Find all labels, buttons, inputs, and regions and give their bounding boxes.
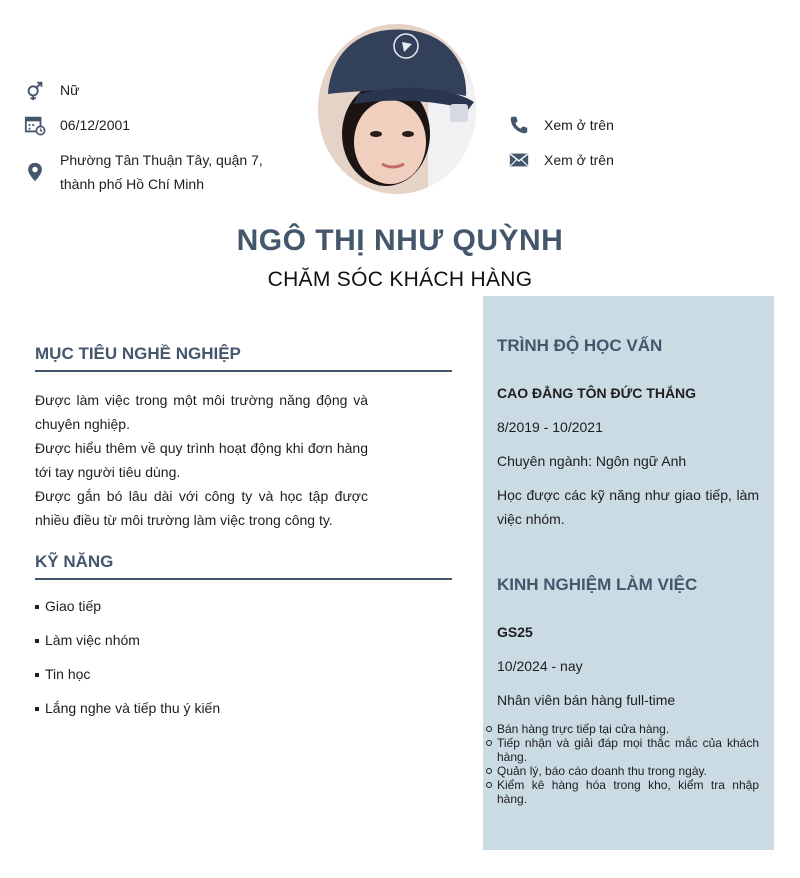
experience-title: KINH NGHIỆM LÀM VIỆC	[497, 575, 698, 594]
experience-company: GS25	[497, 624, 533, 640]
bullet-icon	[35, 605, 39, 609]
phone-icon	[508, 114, 530, 136]
circle-bullet-icon	[486, 726, 492, 732]
calendar-icon	[24, 114, 46, 136]
address-line-2: thành phố Hồ Chí Minh	[60, 176, 204, 192]
education-school: CAO ĐẲNG TÔN ĐỨC THẮNG	[497, 385, 697, 401]
education-period: 8/2019 - 10/2021	[497, 419, 603, 435]
skill-item: Lắng nghe và tiếp thu ý kiến	[35, 700, 220, 716]
education-title: TRÌNH ĐỘ HỌC VẤN	[497, 336, 663, 355]
list-item: Bán hàng trực tiếp tại cửa hàng.	[497, 722, 759, 736]
experience-position: Nhân viên bán hàng full-time	[497, 692, 676, 708]
bullet-icon	[35, 707, 39, 711]
avatar	[318, 24, 476, 194]
location-pin-icon	[24, 161, 46, 183]
skills-title: KỸ NĂNG	[35, 552, 452, 580]
education-description: Học được các kỹ năng như giao tiếp, làm việc nhóm.	[497, 487, 759, 527]
envelope-icon	[508, 149, 530, 171]
objective-line-2: Được hiểu thêm về quy trình hoạt động khi đơn hàng tới tay người tiêu dùng.	[35, 440, 368, 480]
bullet-icon	[35, 673, 39, 677]
experience-task-list	[497, 722, 759, 806]
phone-text: Xem ở trên	[544, 117, 614, 133]
email-text: Xem ở trên	[544, 152, 614, 168]
education-major: Chuyên ngành: Ngôn ngữ Anh	[497, 453, 687, 469]
gender-text: Nữ	[60, 82, 80, 98]
list-item: Kiểm kê hàng hóa trong kho, kiểm tra nhập hàng.	[497, 778, 759, 806]
skill-item: Giao tiếp	[35, 598, 101, 614]
list-item: Tiếp nhận và giải đáp mọi thắc mắc của khách hàng.	[497, 736, 759, 764]
list-item: Quản lý, báo cáo doanh thu trong ngày.	[497, 764, 759, 778]
objective-line-3: Được gắn bó lâu dài với công ty và học tập được nhiều điều từ môi trường làm việc trong công ty.	[35, 488, 368, 528]
gender-icon	[24, 79, 46, 101]
avatar-photo	[318, 24, 476, 194]
skill-item: Tin học	[35, 666, 90, 682]
objective-line-1: Được làm việc trong một môi trường năng động và chuyên nghiệp.	[35, 392, 368, 432]
job-title: CHĂM SÓC KHÁCH HÀNG	[267, 268, 533, 291]
skill-item: Làm việc nhóm	[35, 632, 140, 648]
experience-period: 10/2024 - nay	[497, 658, 583, 674]
circle-bullet-icon	[486, 740, 492, 746]
circle-bullet-icon	[486, 782, 492, 788]
birthday-text: 06/12/2001	[60, 117, 131, 133]
circle-bullet-icon	[486, 768, 492, 774]
full-name: NGÔ THỊ NHƯ QUỲNH	[236, 224, 564, 257]
objective-title: MỤC TIÊU NGHỀ NGHIỆP	[35, 344, 452, 372]
bullet-icon	[35, 639, 39, 643]
address-line-1: Phường Tân Thuận Tây, quận 7,	[60, 152, 263, 168]
